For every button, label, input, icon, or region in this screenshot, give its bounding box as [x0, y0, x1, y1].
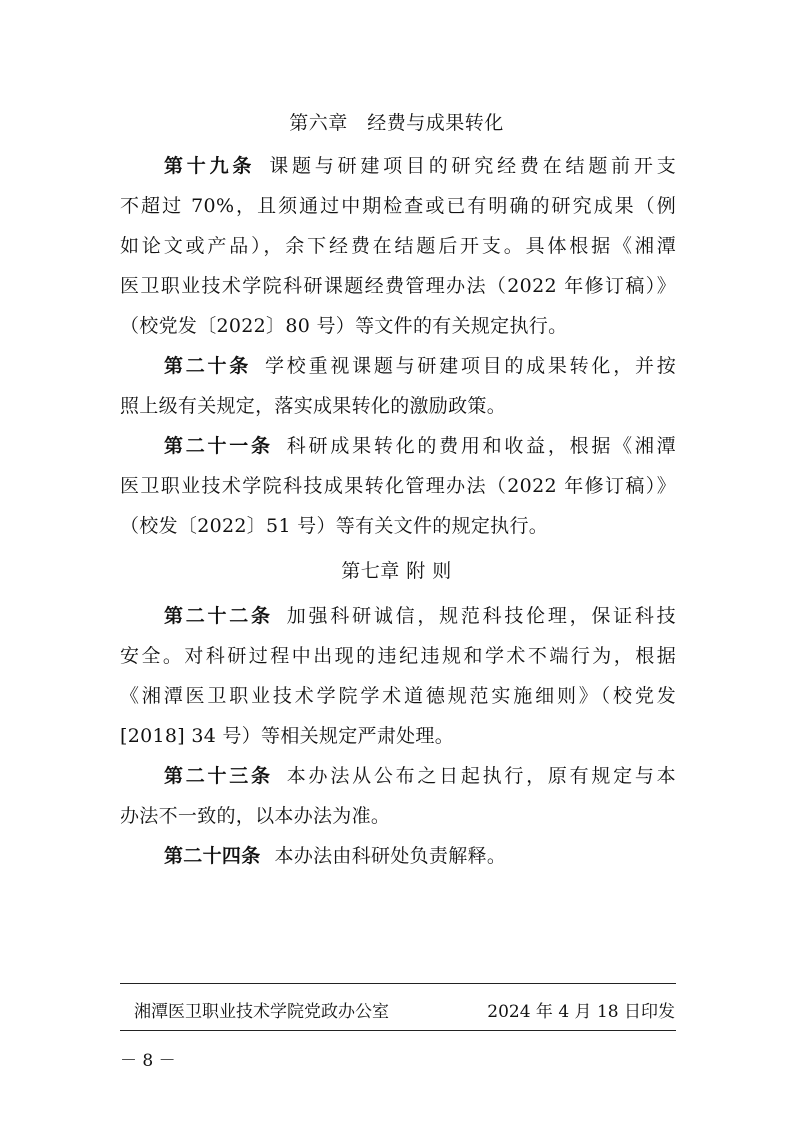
- footer-bottom-rule: [120, 1030, 676, 1031]
- article-19-line-1: 第十九条 课题与研建项目的研究经费在结题前开支: [164, 155, 676, 177]
- article-19-line-5: （校党发〔2022〕80 号）等文件的有关规定执行。: [120, 315, 568, 337]
- article-20-line-2: 照上级有关规定，落实成果转化的激励政策。: [120, 395, 507, 417]
- article-22-line-3: 《湘潭医卫职业技术学院学术道德规范实施细则》（校党发: [120, 685, 676, 707]
- article-23-label: 第二十三条: [164, 765, 273, 787]
- article-21-line-3: （校发〔2022〕51 号）等有关文件的规定执行。: [120, 515, 549, 537]
- article-22-line-1: 第二十二条 加强科研诚信，规范科技伦理，保证科技: [164, 605, 676, 627]
- article-23-line-1: 第二十三条 本办法从公布之日起执行，原有规定与本: [164, 765, 676, 787]
- article-22-line-4: [2018] 34 号）等相关规定严肃处理。: [120, 725, 455, 747]
- article-23-line-2: 办法不一致的，以本办法为准。: [120, 805, 391, 827]
- page-number: － 8 －: [120, 1051, 176, 1071]
- article-21-line-2: 医卫职业技术学院科技成果转化管理办法（2022 年修订稿）》: [120, 475, 676, 497]
- article-19-line-3: 如论文或产品），余下经费在结题后开支。具体根据《湘潭: [120, 235, 676, 257]
- article-22-line-2: 安全。对科研过程中出现的违纪违规和学术不端行为，根据: [120, 645, 676, 667]
- article-19-line-2: 不超过 70%，且须通过中期检查或已有明确的研究成果（例: [120, 195, 676, 217]
- article-19-label: 第十九条: [164, 155, 256, 177]
- footer-top-rule: [120, 983, 676, 984]
- footer-issuer: 湘潭医卫职业技术学院党政办公室: [134, 1002, 389, 1022]
- article-24-line-1: 第二十四条 本办法由科研处负责解释。: [164, 845, 507, 867]
- article-24-label: 第二十四条: [164, 845, 261, 867]
- article-19-line-4: 医卫职业技术学院科研课题经费管理办法（2022 年修订稿）》: [120, 275, 676, 297]
- chapter-6-heading: 第六章 经费与成果转化: [289, 112, 504, 134]
- article-20-label: 第二十条: [164, 355, 252, 377]
- article-21-label: 第二十一条: [164, 435, 273, 457]
- article-21-line-1: 第二十一条 科研成果转化的费用和收益，根据《湘潭: [164, 435, 676, 457]
- chapter-7-heading: 第七章 附 则: [341, 560, 452, 582]
- article-20-line-1: 第二十条 学校重视课题与研建项目的成果转化，并按: [164, 355, 677, 377]
- article-22-label: 第二十二条: [164, 605, 273, 627]
- footer-print-date: 2024 年 4 月 18 日印发: [487, 1002, 675, 1022]
